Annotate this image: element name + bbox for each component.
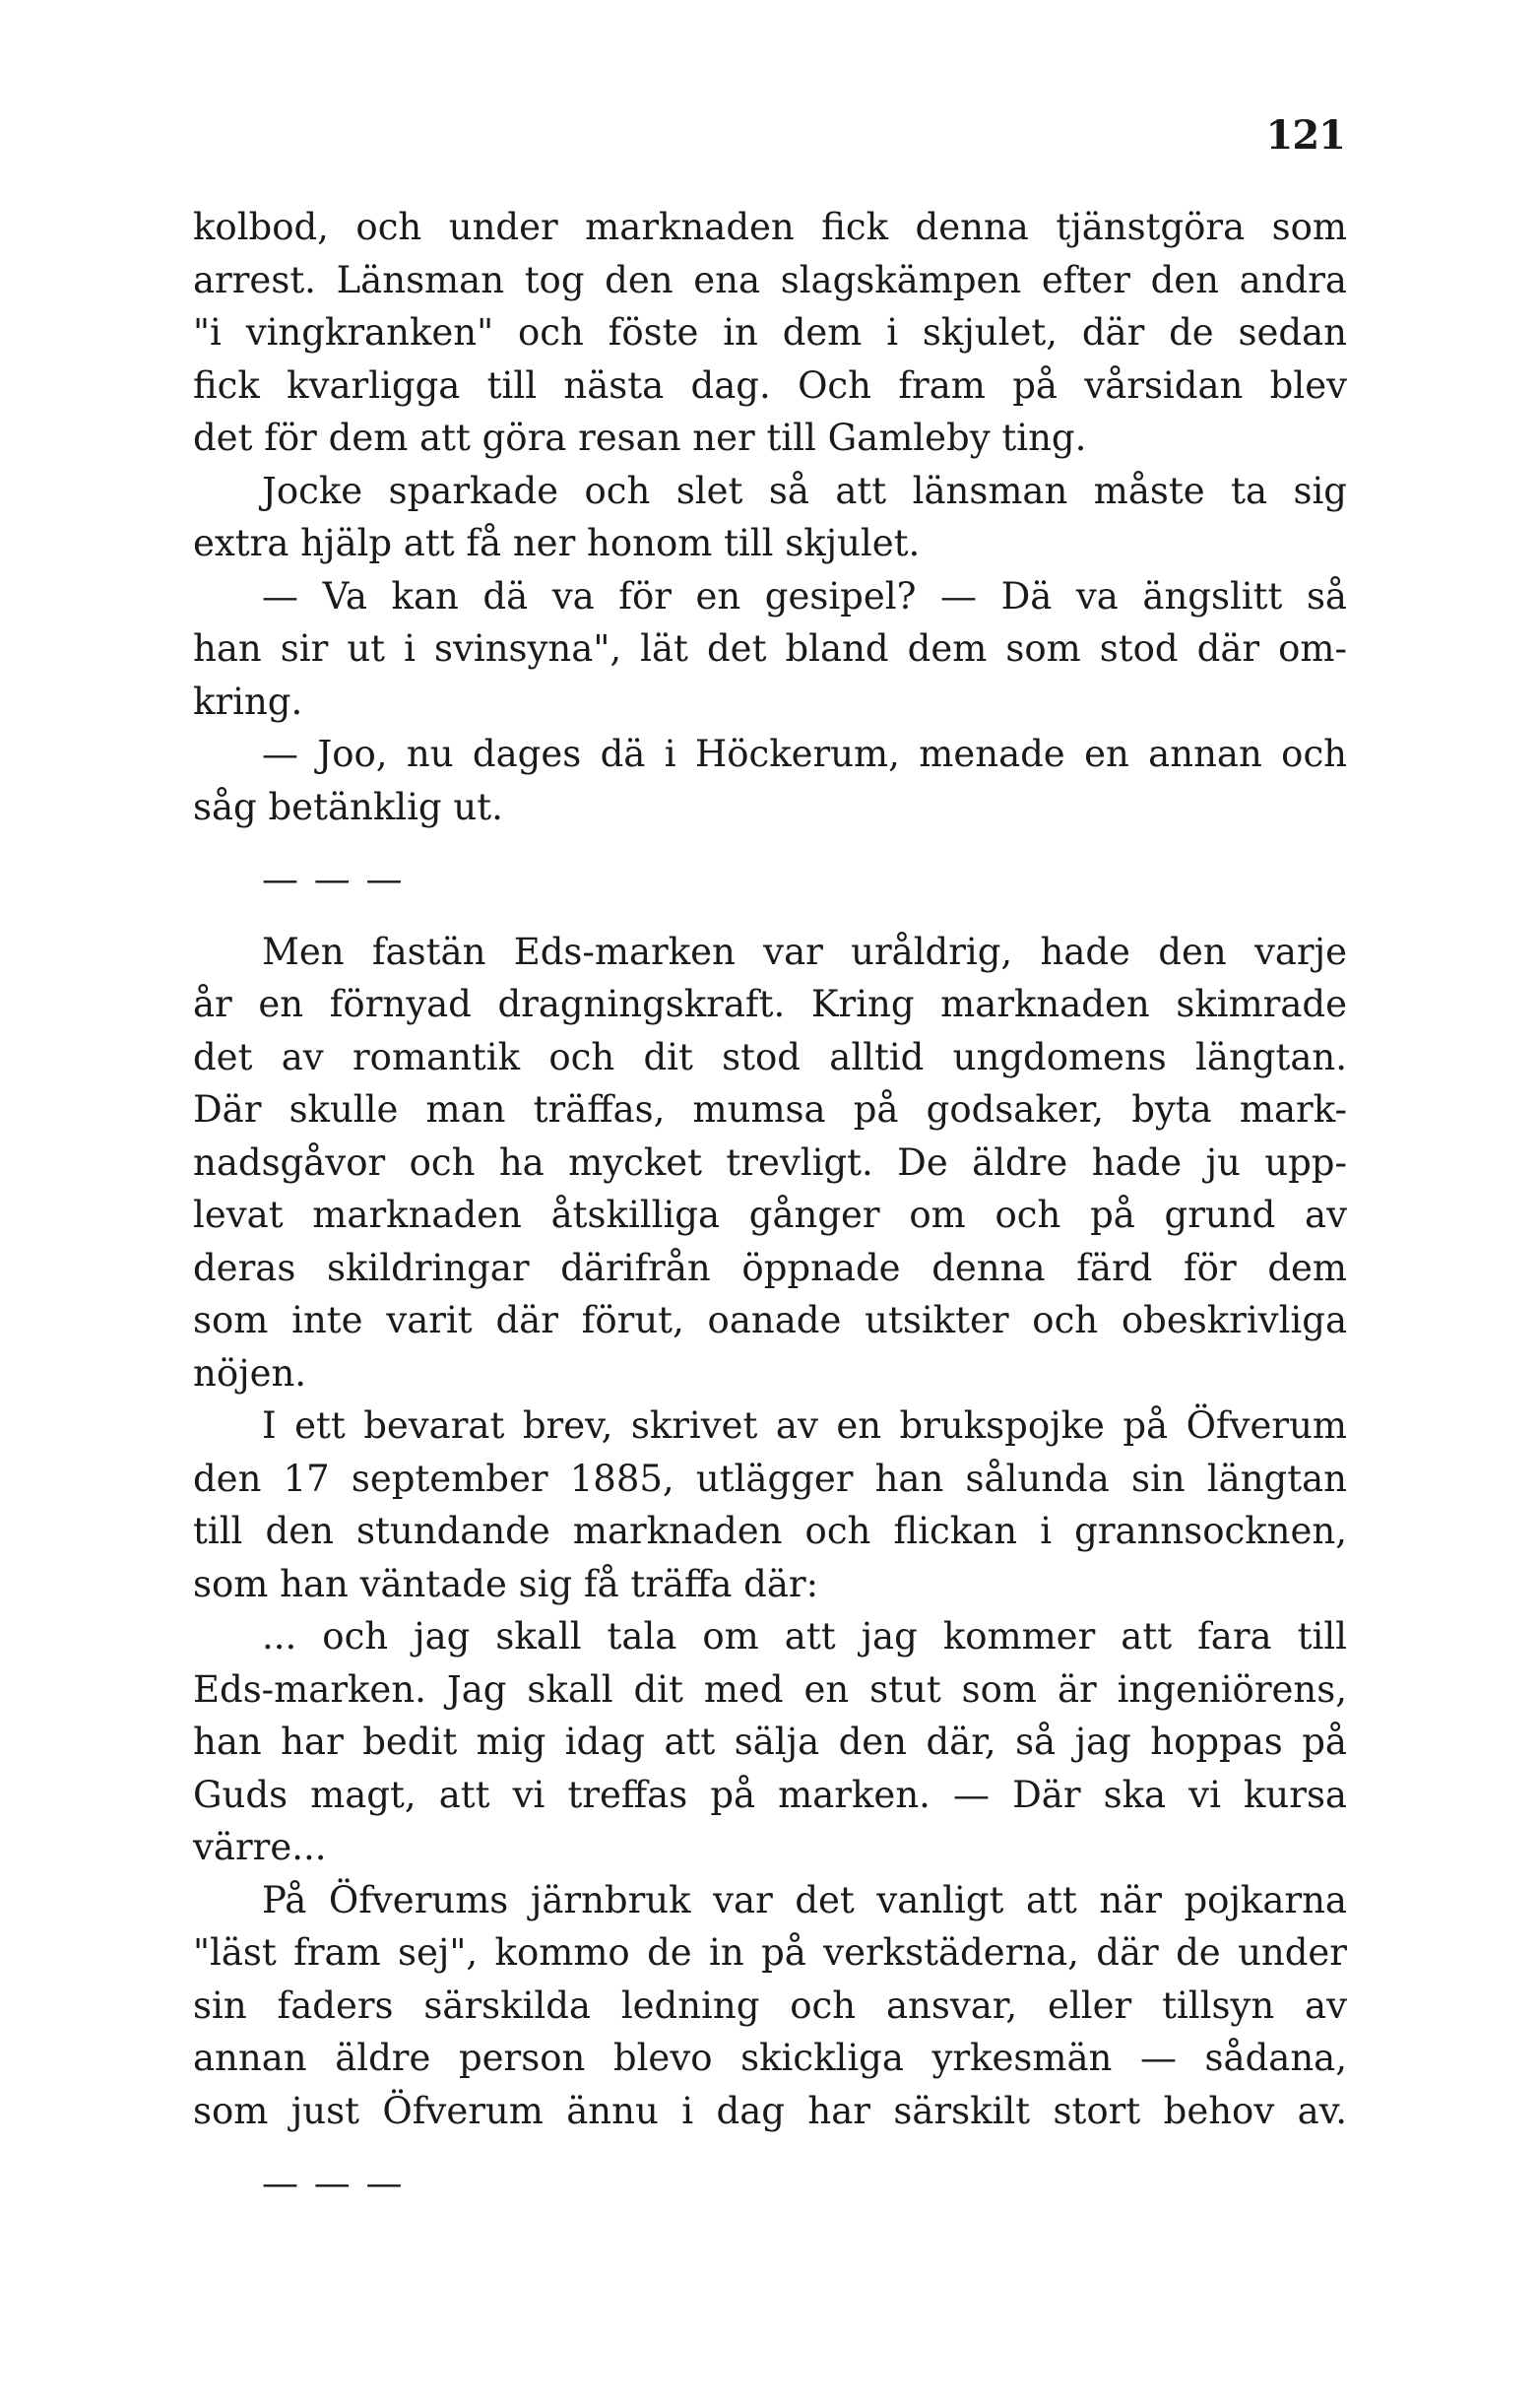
- text-line: "i vingkranken" och föste in dem i skjulet, där de sedan: [193, 311, 1347, 354]
- text-line: sin faders särskilda ledning och ansvar, eller tillsyn av: [193, 1983, 1347, 2027]
- text-line: år en förnyad dragningskraft. Kring marknaden skimrade: [193, 983, 1347, 1025]
- text-line: På Öfverums järnbruk var det vanligt att när pojkarna: [262, 1878, 1347, 1921]
- text-line: han har bedit mig idag att sälja den där, så jag hoppas på: [193, 1721, 1347, 1763]
- text-line: Guds magt, att vi treffas på marken. — Där ska vi kursa: [193, 1773, 1347, 1816]
- text-line: levat marknaden åtskilliga gånger om och på grund av: [193, 1194, 1347, 1236]
- text-line: annan äldre person blevo skickliga yrkesmän — sådana,: [193, 2037, 1347, 2079]
- text-line: Där skulle man träffas, mumsa på godsaker, byta mark-: [193, 1088, 1347, 1131]
- text-line: kring.: [193, 680, 303, 723]
- text-line: Eds-marken. Jag skall dit med en stut som är ingeniörens,: [193, 1667, 1347, 1711]
- page-number: 121: [1265, 112, 1345, 159]
- text-line: ... och jag skall tala om att jag kommer att fara till: [262, 1615, 1347, 1658]
- text-line: nadsgåvor och ha mycket trevligt. De äldre hade ju upp-: [193, 1140, 1347, 1184]
- text-line: deras skildringar därifrån öppnade denna färd för dem: [193, 1246, 1347, 1289]
- section-separator: — — —: [262, 2162, 405, 2204]
- text-line: såg betänklig ut.: [193, 785, 503, 828]
- text-line: han sir ut i svinsyna", lät det bland dem som stod där om-: [193, 627, 1347, 670]
- text-line: nöjen.: [193, 1351, 307, 1395]
- text-line: — Va kan dä va för en gesipel? — Dä va ängslitt så: [262, 574, 1347, 618]
- text-line: det av romantik och dit stod alltid ungdomens längtan.: [193, 1035, 1347, 1078]
- text-line: värre...: [193, 1826, 327, 1868]
- text-line: Men fastän Eds-marken var uråldrig, hade den varje: [262, 930, 1347, 973]
- text-line: den 17 september 1885, utlägger han sålunda sin längtan: [193, 1457, 1347, 1500]
- text-line: arrest. Länsman tog den ena slagskämpen efter den andra: [193, 258, 1347, 301]
- text-line: I ett bevarat brev, skrivet av en brukspojke på Öfverum: [262, 1404, 1347, 1447]
- text-line: som han väntade sig få träffa där:: [193, 1562, 819, 1605]
- text-line: som inte varit där förut, oanade utsikter och obeskrivliga: [193, 1299, 1347, 1341]
- body-text: [193, 201, 1347, 2210]
- text-line: extra hjälp att få ner honom till skjulet.: [193, 522, 921, 564]
- text-line: fick kvarligga till nästa dag. Och fram på vårsidan blev: [193, 363, 1347, 407]
- text-line: "läst fram sej", kommo de in på verkstäderna, där de under: [193, 1931, 1347, 1974]
- text-line: Jocke sparkade och slet så att länsman måste ta sig: [262, 469, 1347, 512]
- section-separator: — — —: [262, 858, 405, 900]
- text-line: — Joo, nu dages dä i Höckerum, menade en annan och: [262, 733, 1347, 775]
- text-line: till den stundande marknaden och flickan i grannsocknen,: [193, 1510, 1347, 1552]
- text-line: det för dem att göra resan ner till Gamleby ting.: [193, 417, 1087, 459]
- text-line: som just Öfverum ännu i dag har särskilt stort behov av.: [193, 2089, 1347, 2132]
- text-line: kolbod, och under marknaden fick denna tjänstgöra som: [193, 206, 1347, 248]
